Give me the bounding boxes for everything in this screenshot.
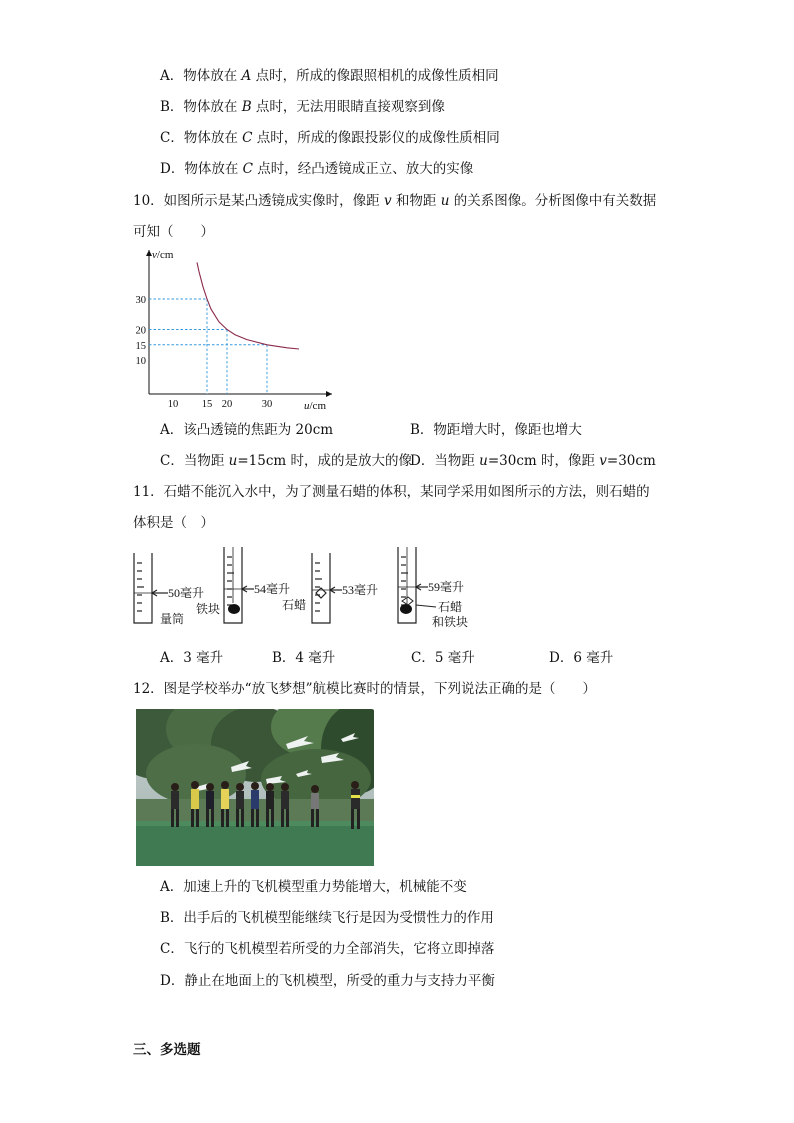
var: C [242, 130, 253, 146]
label-c3: 53毫升 [342, 583, 379, 597]
var: v [383, 193, 392, 209]
x-tick-label: 15 [201, 399, 213, 410]
var: A [241, 68, 252, 84]
wax-4 [402, 597, 413, 605]
cylinder-3 [312, 553, 342, 623]
q10-stem-line1 [133, 191, 656, 211]
text: 点时，所成的像跟投影仪的成像性质相同 [252, 130, 500, 146]
uv-curve [197, 262, 299, 349]
label-c1b: 量筒 [160, 612, 185, 626]
q12-option-d: D．静止在地面上的飞机模型，所受的重力与支持力平衡 [160, 973, 495, 989]
x-tick-label: 10 [167, 399, 179, 410]
q11-option-b: B．4 毫升 [272, 650, 336, 666]
y-tick-label: 30 [135, 295, 146, 306]
x-tick-label: 30 [261, 399, 273, 410]
label-c2b: 铁块 [196, 602, 221, 616]
q12-option-b: B．出手后的飞机模型能继续飞行是因为受惯性力的作用 [160, 910, 494, 926]
iron-block-4 [400, 604, 412, 614]
q9-option-b [160, 97, 445, 117]
label-c4b: 石蜡 [438, 600, 463, 614]
text: =30cm 时，像距 [487, 453, 600, 469]
q10-option-d [410, 451, 656, 471]
q11-stem-line1: 11．石蜡不能沉入水中，为了测量石蜡的体积，某同学采用如图所示的方法，则石蜡的 [133, 484, 650, 500]
q10-option-b: B．物距增大时，像距也增大 [410, 422, 582, 438]
y-axis-label: v/cm [152, 249, 174, 261]
label-c2: 54毫升 [254, 582, 291, 596]
text: =15cm 时，成的是放大的像 [237, 453, 412, 469]
q11-option-c: C．5 毫升 [411, 650, 475, 666]
q12-option-a: A．加速上升的飞机模型重力势能增大，机械能不变 [160, 879, 467, 895]
q10-option-c [160, 451, 412, 471]
q9-option-a [160, 66, 499, 86]
var: u [228, 453, 238, 469]
q11-option-a: A．3 毫升 [160, 650, 224, 666]
label-c4c: 和铁块 [432, 615, 469, 629]
section-heading: 三、多选题 [133, 1042, 201, 1058]
text: 10．如图所示是某凸透镜成实像时，像距 [133, 193, 384, 209]
q10-option-a: A．该凸透镜的焦距为 20cm [160, 422, 334, 438]
q12-option-c: C．飞行的飞机模型若所受的力全部消失，它将立即掉落 [160, 941, 495, 957]
text: =30cm [606, 453, 656, 469]
var: B [241, 99, 252, 115]
text: 的关系图像。分析图像中有关数据 [449, 193, 657, 209]
text: C．物体放在 [160, 130, 243, 146]
q11-stem-line2: 体积是（ ） [133, 515, 214, 531]
iron-block-2 [228, 604, 240, 614]
uv-graph [120, 244, 350, 414]
text: D．当物距 [410, 453, 480, 469]
x-tick-label: 20 [221, 399, 233, 410]
y-tick-label: 15 [135, 340, 146, 352]
q9-option-d [160, 159, 473, 179]
var: u [479, 453, 488, 469]
q12-stem: 12．图是学校举办“放飞梦想”航模比赛时的情景，下列说法正确的是（ ） [133, 681, 596, 697]
text: 和物距 [391, 193, 441, 209]
y-tick-label: 20 [135, 325, 146, 337]
text: 点时，所成的像跟照相机的成像性质相同 [251, 68, 499, 84]
text: C．当物距 [160, 453, 229, 469]
q10-stem-line2: 可知（ ） [133, 224, 214, 240]
text: D．物体放在 [160, 161, 243, 177]
label-c4: 59毫升 [428, 580, 465, 594]
x-axis-label: u/cm [304, 400, 326, 412]
y-tick-label: 10 [135, 356, 146, 367]
var: C [242, 161, 253, 177]
x-axis-arrow [326, 391, 332, 397]
text: 点时，经凸透镜成正立、放大的实像 [252, 161, 474, 177]
var: u [440, 193, 450, 209]
var: v [599, 453, 607, 469]
text: 点时，无法用眼睛直接观察到像 [251, 99, 445, 115]
label-c1: 50毫升 [168, 586, 205, 600]
text: B．物体放在 [160, 99, 242, 115]
aircraft-model-competition-photo [136, 709, 374, 866]
q9-option-c [160, 128, 500, 148]
label-c3b: 石蜡 [282, 598, 307, 612]
text: A．物体放在 [160, 68, 242, 84]
q11-option-d: D．6 毫升 [549, 650, 614, 666]
measuring-cylinders-figure [130, 543, 490, 633]
